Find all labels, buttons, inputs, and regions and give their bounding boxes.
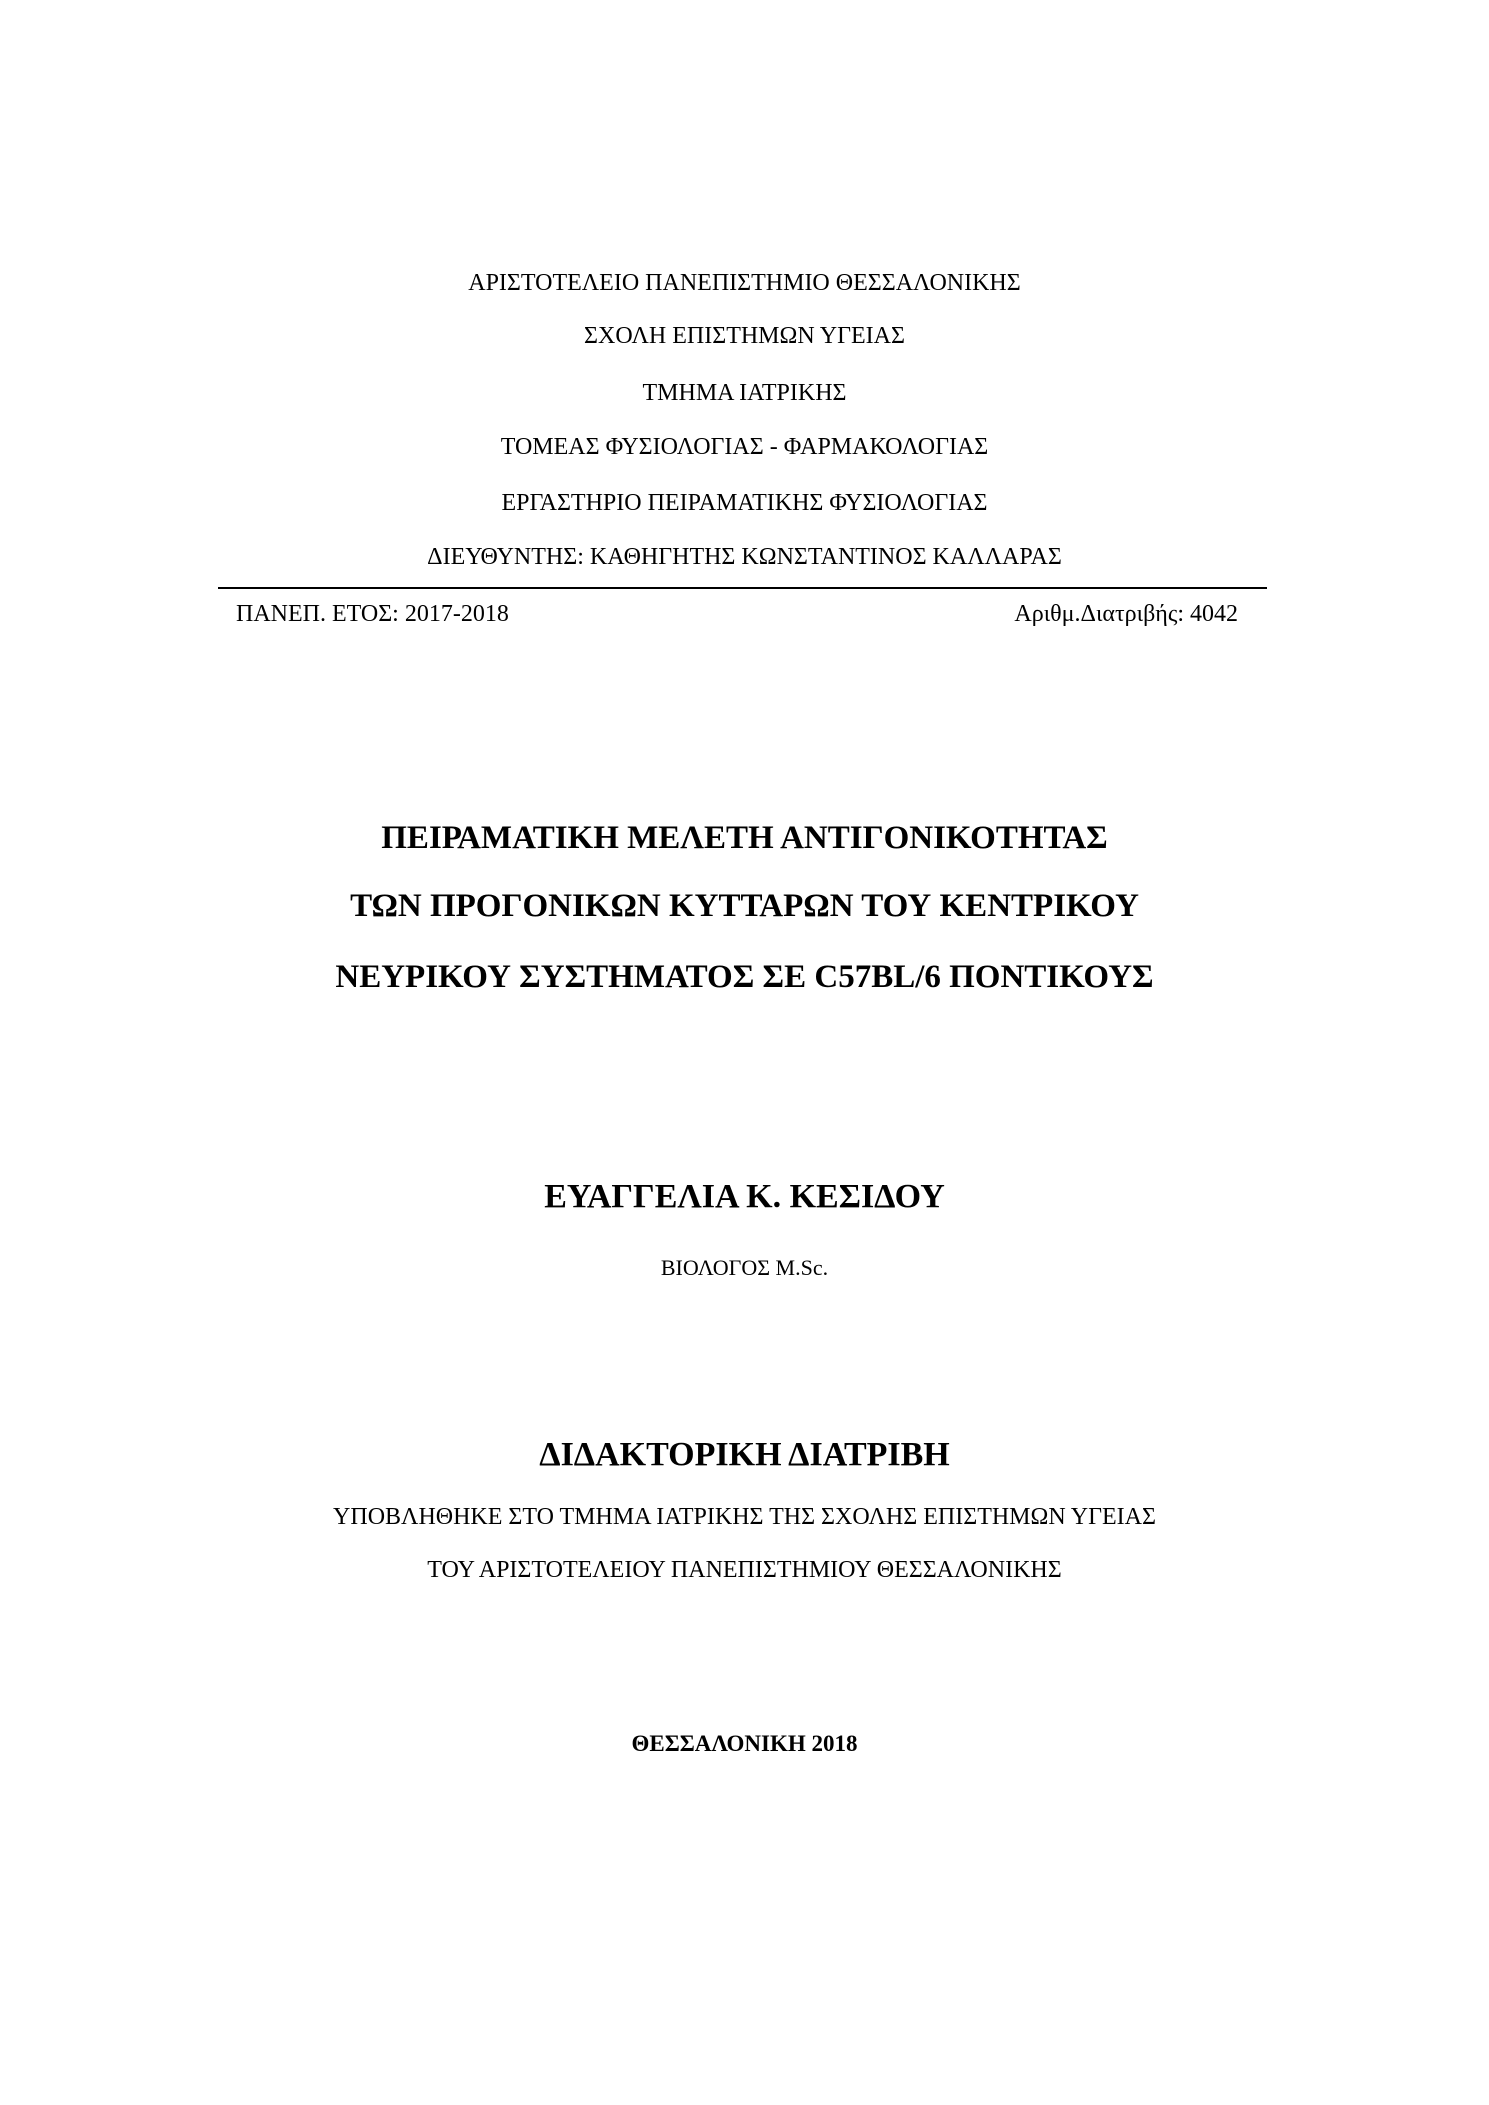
laboratory-name: ΕΡΓΑΣΤΗΡΙΟ ΠΕΙΡΑΜΑΤΙΚΗΣ ΦΥΣΙΟΛΟΓΙΑΣ <box>501 490 988 516</box>
academic-year: ΠΑΝΕΠ. ΕΤΟΣ: 2017-2018 <box>236 601 509 627</box>
sector-name: ΤΟΜΕΑΣ ΦΥΣΙΟΛΟΓΙΑΣ - ΦΑΡΜΑΚΟΛΟΓΙΑΣ <box>500 434 989 460</box>
title-line: ΤΩΝ ΠΡΟΓΟΝΙΚΩΝ ΚΥΤΤΑΡΩΝ ΤΟΥ ΚΕΝΤΡΙΚΟΥ <box>350 888 1139 924</box>
director-line: ΔΙΕΥΘΥΝΤΗΣ: ΚΑΘΗΓΗΤΗΣ ΚΩΝΣΤΑΝΤΙΝΟΣ ΚΑΛΛΑΡΑΣ <box>427 544 1062 570</box>
submission-line: ΤΟΥ ΑΡΙΣΤΟΤΕΛΕΙΟΥ ΠΑΝΕΠΙΣΤΗΜΙΟΥ ΘΕΣΣΑΛΟΝΙΚΗΣ <box>427 1557 1062 1583</box>
author-degree: ΒΙΟΛΟΓΟΣ M.Sc. <box>660 1255 829 1280</box>
title-line: ΠΕΙΡΑΜΑΤΙΚΗ ΜΕΛΕΤΗ ΑΝΤΙΓΟΝΙΚΟΤΗΤΑΣ <box>381 820 1108 856</box>
thesis-number: Αριθμ.Διατριβής: 4042 <box>1014 601 1238 627</box>
header-divider <box>218 587 1267 589</box>
thesis-type: ΔΙΔΑΚΤΟΡΙΚΗ ΔΙΑΤΡΙΒΗ <box>539 1436 950 1473</box>
university-name: ΑΡΙΣΤΟΤΕΛΕΙΟ ΠΑΝΕΠΙΣΤΗΜΙΟ ΘΕΣΣΑΛΟΝΙΚΗΣ <box>468 270 1021 296</box>
submission-line: ΥΠΟΒΛΗΘΗΚΕ ΣΤΟ ΤΜΗΜΑ ΙΑΤΡΙΚΗΣ ΤΗΣ ΣΧΟΛΗΣ ΕΠΙΣΤΗΜΩΝ ΥΓΕΙΑΣ <box>333 1504 1156 1530</box>
author-name: ΕΥΑΓΓΕΛΙΑ Κ. ΚΕΣΙΔΟΥ <box>544 1178 945 1215</box>
title-line: ΝΕΥΡΙΚΟΥ ΣΥΣΤΗΜΑΤΟΣ ΣΕ C57BL/6 ΠΟΝΤΙΚΟΥΣ <box>335 959 1154 995</box>
department-name: ΤΜΗΜΑ ΙΑΤΡΙΚΗΣ <box>642 380 847 406</box>
place-and-year: ΘΕΣΣΑΛΟΝΙΚΗ 2018 <box>631 1731 858 1756</box>
school-name: ΣΧΟΛΗ ΕΠΙΣΤΗΜΩΝ ΥΓΕΙΑΣ <box>584 323 905 349</box>
